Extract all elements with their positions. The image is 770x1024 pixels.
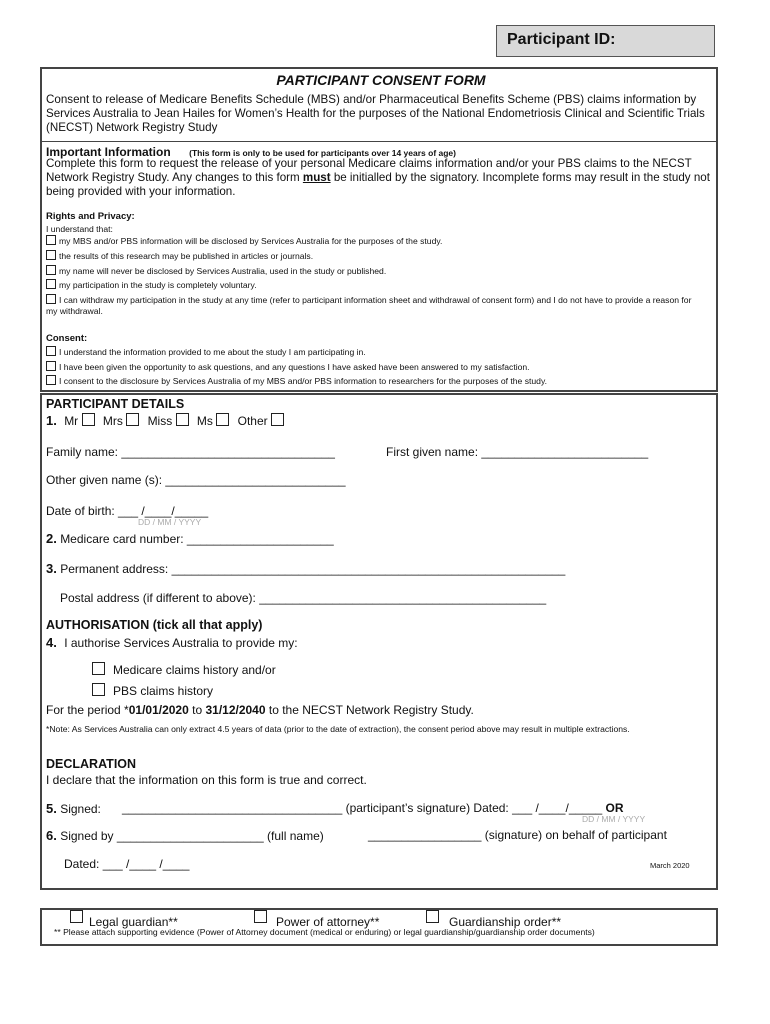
declaration-heading: DECLARATION <box>46 757 137 771</box>
form-version: March 2020 <box>650 861 690 870</box>
checkbox[interactable] <box>46 361 56 371</box>
checkbox[interactable] <box>46 235 56 245</box>
other-given-name-field[interactable]: Other given name (s): ___________________________ <box>46 473 346 487</box>
checkbox[interactable] <box>46 265 56 275</box>
behalf-signature-field[interactable]: _________________ (signature) on behalf of participant <box>368 828 667 842</box>
checkbox-miss[interactable] <box>176 413 189 426</box>
important-text: Complete this form to request the release of your personal Medicare claims information and/or your PBS claims to the NECST Network Registry Study. Any changes to this form must be initialled by the signatory. Incomplete forms may result in the study not being provided with your information. <box>46 157 710 198</box>
age-note: (This form is only to be used for participants over 14 years of age) <box>189 148 456 158</box>
legal-guardian-option[interactable]: Legal guardian** <box>70 910 178 929</box>
signed-label: 5. Signed: <box>46 801 101 816</box>
checkbox[interactable] <box>46 375 56 385</box>
medicare-card-field[interactable]: 2. Medicare card number: ______________________ <box>46 531 334 546</box>
family-name-field[interactable]: Family name: ________________________________ <box>46 445 335 459</box>
checkbox[interactable] <box>46 279 56 289</box>
declaration-text: I declare that the information on this form is true and correct. <box>46 773 367 787</box>
date-of-birth-field[interactable]: Date of birth: ___ /____/_____ <box>46 504 209 518</box>
consent-period: For the period *01/01/2020 to 31/12/2040 to the NECST Network Registry Study. <box>46 703 474 717</box>
checkbox-medicare[interactable] <box>92 662 105 675</box>
consent-item: I have been given the opportunity to ask questions, and any questions I have asked have been answered to my satisfaction. <box>46 361 530 373</box>
rights-item: my name will never be disclosed by Services Australia, used in the study or published. <box>46 265 386 277</box>
checkbox[interactable] <box>46 294 56 304</box>
extraction-note: *Note: As Services Australia can only extract 4.5 years of data (prior to the date of extraction), the consent period above may result in multiple extractions. <box>46 724 630 734</box>
checkbox[interactable] <box>46 250 56 260</box>
postal-address-field[interactable]: Postal address (if different to above): ___________________________________________ <box>60 591 547 605</box>
divider <box>42 141 716 142</box>
checkbox-power-of-attorney[interactable] <box>254 910 267 923</box>
intro-text: Consent to release of Medicare Benefits Schedule (MBS) and/or Pharmaceutical Benefits Scheme (PBS) claims information by Services Australia to Jean Hailes for Women’s Health for the purposes of the National Endometriosis Clinical and Scientific Trials (NECST) Network Registry Study <box>46 93 705 134</box>
consent-info-section <box>40 67 718 392</box>
dob-hint: DD / MM / YYYY <box>138 517 202 527</box>
checkbox-legal-guardian[interactable] <box>70 910 83 923</box>
participant-id-field[interactable] <box>496 25 715 57</box>
medicare-option[interactable]: Medicare claims history and/or <box>92 662 276 677</box>
pbs-option[interactable]: PBS claims history <box>92 683 213 698</box>
participant-signature-field[interactable]: _________________________________ (participant’s signature) Dated: ___ /____/_____ OR <box>122 801 624 815</box>
title-options: 1. Mr Mrs Miss Ms Other <box>46 413 284 428</box>
checkbox[interactable] <box>46 346 56 356</box>
checkbox-ms[interactable] <box>216 413 229 426</box>
rights-item: the results of this research may be published in articles or journals. <box>46 250 313 262</box>
permanent-address-field[interactable]: 3. Permanent address: ___________________________________________________________ <box>46 561 566 576</box>
important-heading: Important Information <box>46 145 171 159</box>
authorisation-text: 4. I authorise Services Australia to provide my: <box>46 635 298 650</box>
rights-item: my MBS and/or PBS information will be disclosed by Services Australia for the purposes of the study. <box>46 235 442 247</box>
checkbox-other[interactable] <box>271 413 284 426</box>
checkbox-guardianship-order[interactable] <box>426 910 439 923</box>
checkbox-mrs[interactable] <box>126 413 139 426</box>
dated-field[interactable]: Dated: ___ /____ /____ <box>64 857 190 871</box>
date-hint: DD / MM / YYYY <box>582 814 646 824</box>
first-given-name-field[interactable]: First given name: _________________________ <box>386 445 649 459</box>
participant-id-label: Participant ID: <box>507 31 616 48</box>
rights-heading: Rights and Privacy: <box>46 211 135 222</box>
checkbox-pbs[interactable] <box>92 683 105 696</box>
signed-by-field[interactable]: 6. Signed by ______________________ (full name) <box>46 828 324 843</box>
guardian-section <box>40 908 718 946</box>
power-of-attorney-option[interactable]: Power of attorney** <box>254 910 379 929</box>
participant-details-section <box>40 393 718 890</box>
authorisation-heading: AUTHORISATION (tick all that apply) <box>46 618 263 632</box>
rights-intro: I understand that: <box>46 224 113 234</box>
checkbox-mr[interactable] <box>82 413 95 426</box>
rights-item: I can withdraw my participation in the study at any time (refer to participant information sheet and withdrawal of consent form) and I do not have to provide a reason for my withdrawal. <box>46 295 692 316</box>
consent-item: I consent to the disclosure by Services Australia of my MBS and/or PBS information to researchers for the purposes of the study. <box>46 375 547 387</box>
rights-item: my participation in the study is completely voluntary. <box>46 279 257 291</box>
guardian-note: ** Please attach supporting evidence (Power of Attorney document (medical or enduring) or legal guardianship/guardianship order documents) <box>54 927 595 937</box>
consent-item: I understand the information provided to me about the study I am participating in. <box>46 346 366 358</box>
details-heading: PARTICIPANT DETAILS <box>46 397 185 411</box>
consent-heading: Consent: <box>46 333 88 344</box>
form-title: PARTICIPANT CONSENT FORM <box>276 72 486 88</box>
guardianship-order-option[interactable]: Guardianship order** <box>426 910 561 929</box>
